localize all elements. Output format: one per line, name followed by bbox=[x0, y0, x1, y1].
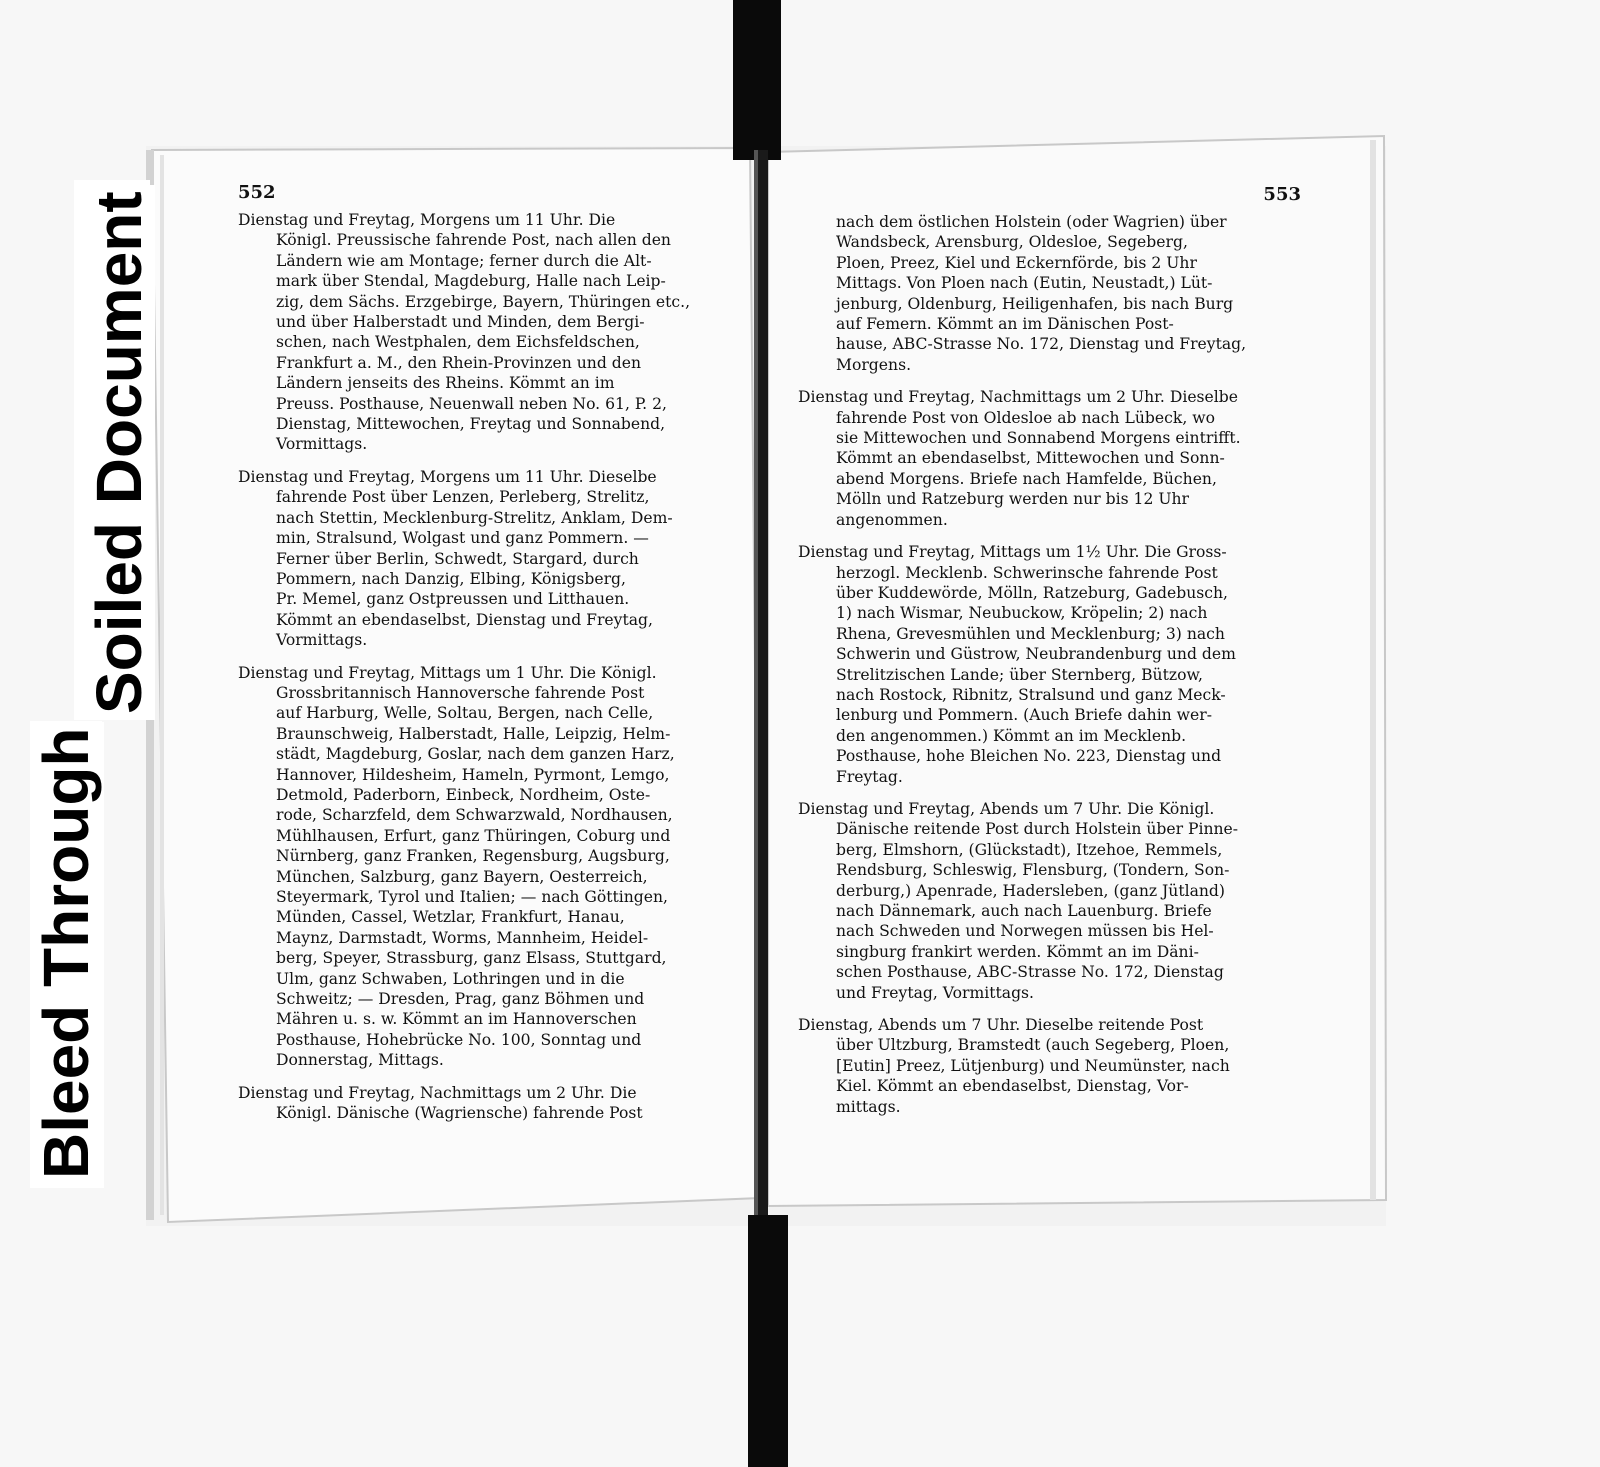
entry-line: singburg frankirt werden. Kömmt an im Däni- bbox=[836, 942, 1199, 961]
entry-line: Pommern, nach Danzig, Elbing, Königsberg, bbox=[276, 569, 626, 588]
entry-line: über Kuddewörde, Mölln, Ratzeburg, Gadebusch, bbox=[836, 583, 1229, 602]
entry-line: städt, Magdeburg, Goslar, nach dem ganzen Harz, bbox=[276, 745, 675, 764]
entry-line: Ulm, ganz Schwaben, Lothringen und in die bbox=[276, 969, 625, 988]
entry-line: Vormittags. bbox=[276, 435, 368, 454]
page-number: 553 bbox=[1263, 184, 1301, 205]
left-page bbox=[238, 176, 738, 1135]
entry-line: Strelitzischen Lande; über Sternberg, Bützow, bbox=[836, 665, 1203, 684]
entry-line: Posthause, hohe Bleichen No. 223, Dienstag und bbox=[836, 747, 1222, 766]
schedule-entry bbox=[238, 210, 738, 455]
entry-line: Dienstag und Freytag, Abends um 7 Uhr. Die Königl. bbox=[798, 799, 1215, 818]
entry-line: fahrende Post von Oldesloe ab nach Lübeck, wo bbox=[836, 408, 1215, 427]
entry-line: Dienstag und Freytag, Nachmittags um 2 Uhr. Dieselbe bbox=[798, 388, 1238, 407]
entry-line: Dienstag, Mittewochen, Freytag und Sonnabend, bbox=[276, 415, 666, 434]
entry-line: [Eutin] Preez, Lütjenburg) und Neumünster, nach bbox=[836, 1056, 1230, 1075]
entry-line: Maynz, Darmstadt, Worms, Mannheim, Heidel- bbox=[276, 928, 649, 947]
entry-line: Morgens. bbox=[836, 355, 912, 374]
entry-line: Mölln und Ratzeburg werden nur bis 12 Uhr bbox=[836, 490, 1189, 509]
schedule-entry bbox=[798, 799, 1301, 1003]
entry-line: über Ultzburg, Bramstedt (auch Segeberg, Ploen, bbox=[836, 1036, 1230, 1055]
entry-line: Dienstag und Freytag, Nachmittags um 2 Uhr. Die bbox=[238, 1083, 637, 1102]
schedule-entry bbox=[238, 1083, 738, 1124]
entry-line: Mittags. Von Ploen nach (Eutin, Neustadt,) Lüt- bbox=[836, 274, 1213, 293]
entry-line: schen, nach Westphalen, dem Eichsfeldschen, bbox=[276, 333, 640, 352]
entry-line: Freytag. bbox=[836, 767, 903, 786]
entry-line: Ländern jenseits des Rheins. Kömmt an im bbox=[276, 374, 615, 393]
entry-line: Steyermark, Tyrol und Italien; — nach Göttingen, bbox=[276, 888, 669, 906]
bleed-through-label: Bleed Through bbox=[30, 721, 102, 1185]
entry-line: rode, Scharzfeld, dem Schwarzwald, Nordhausen, bbox=[276, 806, 673, 825]
entry-line: mittags. bbox=[836, 1097, 901, 1116]
entry-line: berg, Elmshorn, (Glückstadt), Itzehoe, Remmels, bbox=[836, 840, 1223, 859]
entry-line: nach Schweden und Norwegen müssen bis Hel- bbox=[836, 922, 1214, 941]
entry-line: Dienstag und Freytag, Morgens um 11 Uhr. Dieselbe bbox=[238, 467, 657, 486]
continued-entry bbox=[798, 212, 1301, 375]
entry-line: Dänische reitende Post durch Holstein über Pinne- bbox=[836, 820, 1239, 839]
schedule-entry bbox=[798, 387, 1301, 530]
entry-line: Detmold, Paderborn, Einbeck, Nordheim, Oste- bbox=[276, 785, 651, 804]
entry-line: Dienstag und Freytag, Mittags um 1 Uhr. Die Königl. bbox=[238, 663, 657, 682]
entry-line: und Freytag, Vormittags. bbox=[836, 983, 1035, 1002]
entry-line: Kömmt an ebendaselbst, Dienstag und Freytag, bbox=[276, 610, 653, 629]
entry-line: den angenommen.) Kömmt an im Mecklenb. bbox=[836, 726, 1187, 745]
entry-line: Dienstag und Freytag, Morgens um 11 Uhr. Die bbox=[238, 211, 616, 229]
schedule-entry bbox=[798, 1015, 1301, 1117]
entry-line: nach dem östlichen Holstein (oder Wagrien) über bbox=[836, 213, 1227, 231]
entry-line: Königl. Dänische (Wagriensche) fahrende Post bbox=[276, 1104, 643, 1123]
entry-line: mark über Stendal, Magdeburg, Halle nach Leip- bbox=[276, 272, 666, 291]
schedule-entry bbox=[238, 663, 738, 1071]
entry-line: berg, Speyer, Strassburg, ganz Elsass, Stuttgard, bbox=[276, 949, 667, 968]
right-entries bbox=[798, 387, 1301, 1117]
entry-line: Posthause, Hohebrücke No. 100, Sonntag und bbox=[276, 1030, 642, 1049]
entry-line: angenommen. bbox=[836, 510, 948, 529]
left-entries bbox=[238, 210, 738, 1123]
entry-line: nach Dännemark, auch nach Lauenburg. Briefe bbox=[836, 902, 1212, 920]
entry-line: Ploen, Preez, Kiel und Eckernförde, bis 2 Uhr bbox=[836, 253, 1197, 272]
entry-line: fahrende Post über Lenzen, Perleberg, Strelitz, bbox=[276, 488, 650, 507]
entry-line: München, Salzburg, ganz Bayern, Oesterreich, bbox=[276, 867, 648, 886]
entry-line: zig, dem Sächs. Erzgebirge, Bayern, Thüringen etc., bbox=[276, 292, 691, 311]
entry-line: nach Rostock, Ribnitz, Stralsund und ganz Meck- bbox=[836, 685, 1226, 704]
entry-line: Dienstag, Abends um 7 Uhr. Dieselbe reitende Post bbox=[798, 1016, 1204, 1035]
entry-line: auf Harburg, Welle, Soltau, Bergen, nach Celle, bbox=[276, 704, 654, 723]
entry-line: Kömmt an ebendaselbst, Mittewochen und Sonn- bbox=[836, 449, 1225, 468]
entry-line: Münden, Cassel, Wetzlar, Frankfurt, Hanau, bbox=[276, 908, 625, 927]
entry-line: jenburg, Oldenburg, Heiligenhafen, bis nach Burg bbox=[836, 294, 1234, 313]
schedule-entry bbox=[798, 542, 1301, 787]
soiled-document-label: Soiled Document bbox=[83, 185, 155, 720]
entry-line: Wandsbeck, Arensburg, Oldesloe, Segeberg, bbox=[836, 233, 1188, 252]
right-page bbox=[798, 178, 1301, 1129]
entry-line: abend Morgens. Briefe nach Hamfelde, Büchen, bbox=[836, 469, 1217, 488]
entry-line: Grossbritannisch Hannoversche fahrende Post bbox=[276, 683, 645, 702]
entry-line: lenburg und Pommern. (Auch Briefe dahin wer- bbox=[836, 706, 1212, 725]
entry-line: nach Stettin, Mecklenburg-Strelitz, Anklam, Dem- bbox=[276, 508, 673, 527]
entry-line: min, Stralsund, Wolgast und ganz Pommern. — bbox=[276, 529, 649, 548]
entry-line: Schwerin und Güstrow, Neubrandenburg und dem bbox=[836, 645, 1236, 664]
schedule-entry bbox=[238, 467, 738, 651]
entry-line: Frankfurt a. M., den Rhein-Provinzen und den bbox=[276, 353, 642, 372]
entry-line: Braunschweig, Halberstadt, Halle, Leipzig, Helm- bbox=[276, 724, 671, 743]
entry-line: herzogl. Mecklenb. Schwerinsche fahrende Post bbox=[836, 563, 1218, 582]
entry-line: Mähren u. s. w. Kömmt an im Hannoverschen bbox=[276, 1010, 637, 1029]
entry-line: Pr. Memel, ganz Ostpreussen und Litthauen. bbox=[276, 590, 630, 609]
entry-line: Mühlhausen, Erfurt, ganz Thüringen, Coburg und bbox=[276, 826, 671, 845]
entry-line: sie Mittewochen und Sonnabend Morgens eintrifft. bbox=[836, 429, 1241, 448]
entry-line: Dienstag und Freytag, Mittags um 1½ Uhr. Die Gross- bbox=[798, 543, 1227, 562]
entry-line: 1) nach Wismar, Neubuckow, Kröpelin; 2) nach bbox=[836, 604, 1208, 623]
entry-line: derburg,) Apenrade, Hadersleben, (ganz Jütland) bbox=[836, 881, 1225, 900]
entry-line: Vormittags. bbox=[276, 631, 368, 650]
entry-line: Nürnberg, ganz Franken, Regensburg, Augsburg, bbox=[276, 847, 670, 866]
entry-line: Ferner über Berlin, Schwedt, Stargard, durch bbox=[276, 549, 639, 568]
entry-line: Preuss. Posthause, Neuenwall neben No. 61, P. 2, bbox=[276, 394, 667, 413]
entry-line: Rhena, Grevesmühlen und Mecklenburg; 3) nach bbox=[836, 624, 1225, 643]
entry-line: Königl. Preussische fahrende Post, nach allen den bbox=[276, 231, 671, 250]
entry-line: Ländern wie am Montage; ferner durch die Alt- bbox=[276, 251, 652, 270]
entry-line: Schweitz; — Dresden, Prag, ganz Böhmen und bbox=[276, 990, 645, 1009]
entry-line: schen Posthause, ABC-Strasse No. 172, Dienstag bbox=[836, 963, 1224, 982]
entry-line: und über Halberstadt und Minden, dem Bergi- bbox=[276, 313, 645, 332]
page-number: 552 bbox=[238, 182, 276, 203]
entry-line: hause, ABC-Strasse No. 172, Dienstag und Freytag, bbox=[836, 335, 1247, 354]
entry-line: auf Femern. Kömmt an im Dänischen Post- bbox=[836, 315, 1174, 334]
entry-line: Rendsburg, Schleswig, Flensburg, (Tondern, Son- bbox=[836, 861, 1230, 880]
entry-line: Kiel. Kömmt an ebendaselbst, Dienstag, Vor- bbox=[836, 1077, 1189, 1096]
entry-line: Hannover, Hildesheim, Hameln, Pyrmont, Lemgo, bbox=[276, 765, 670, 784]
entry-line: Donnerstag, Mittags. bbox=[276, 1051, 444, 1070]
